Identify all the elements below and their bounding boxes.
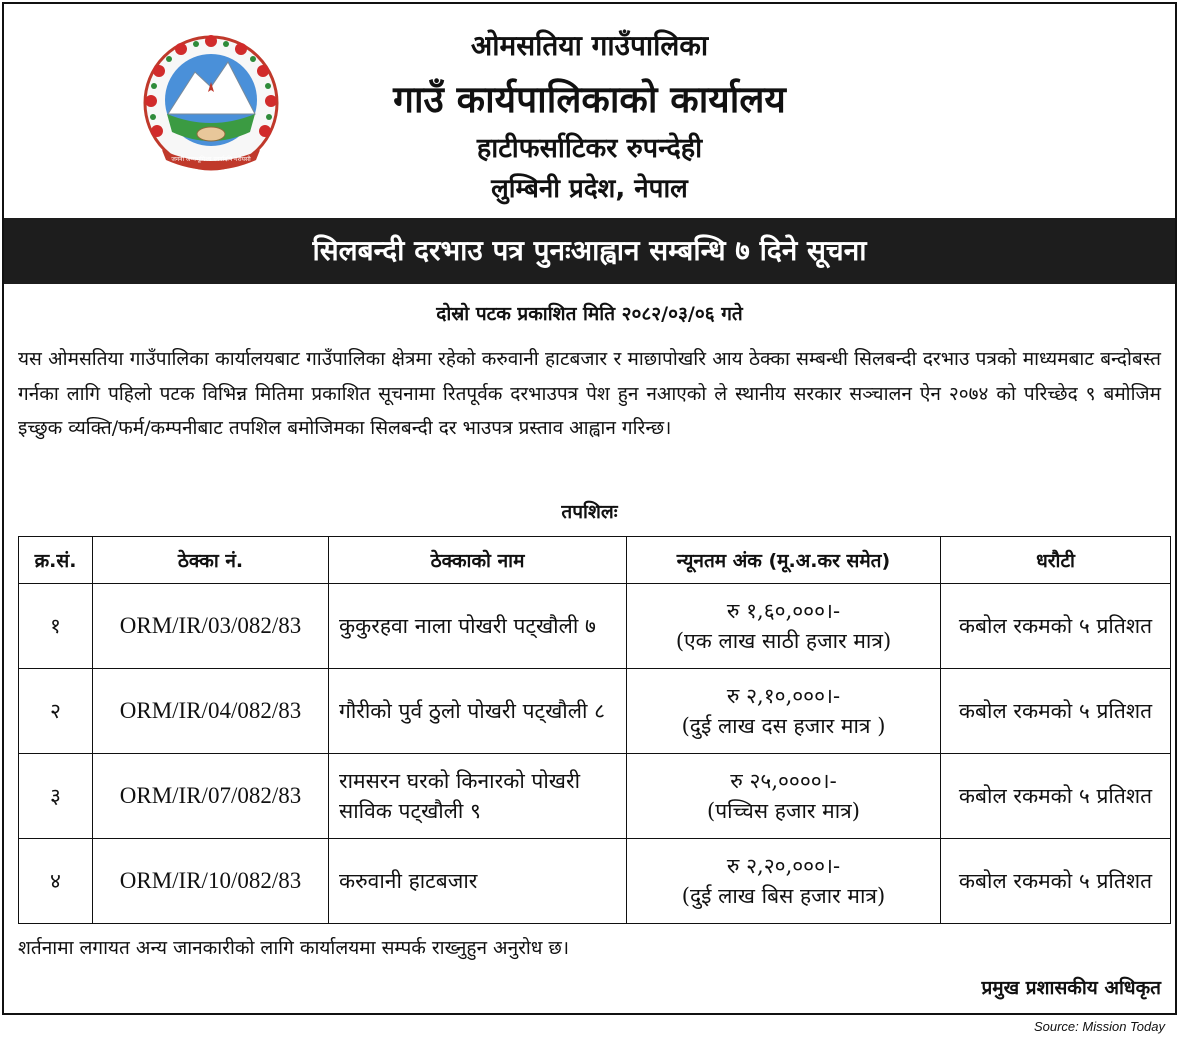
row-deposit: कबोल रकमको ५ प्रतिशत [941,584,1171,669]
amount-words: (दुई लाख दस हजार मात्र ) [681,714,886,738]
office-name: गाउँ कार्यपालिकाको कार्यालय [393,78,786,121]
emblem-motto: जननी जन्मभूमिश्च स्वर्गादपि गरीयसी [171,156,251,163]
amount-figure: रु २५,००००।- [730,769,837,793]
schedule-label: तपशिलः [561,501,618,523]
row-deposit: कबोल रकमको ५ प्रतिशत [941,669,1171,754]
contracts-table [18,536,1171,924]
row-contract-code: ORM/IR/10/082/83 [93,839,329,924]
row-contract-name: रामसरन घरको किनारको पोखरी साविक पट्खौली ९ [329,754,627,839]
province-name: लुम्बिनी प्रदेश, नेपाल [491,174,688,204]
publication-date: दोस्रो पटक प्रकाशित मिति २०८२/०३/०६ गते [436,303,743,325]
row-sn: ४ [19,839,93,924]
table-header-row [19,537,1171,584]
contact-note: शर्तनामा लगायत अन्य जानकारीको लागि कार्यालयमा सम्पर्क राख्नुहुन अनुरोध छ। [18,937,570,959]
row-contract-code: ORM/IR/04/082/83 [93,669,329,754]
notice-body: यस ओमसतिया गाउँपालिका कार्यालयबाट गाउँपालिका क्षेत्रमा रहेको करुवानी हाटबजार र माछापोखरि आय ठेक्का सम्बन्धी सिलबन्दी दरभाउ पत्रको माध्यमबाट बन्दोबस्त गर्नका लागि पहिलो पटक विभिन्न मितिमा प्रकाशित सूचनामा रितपूर्वक दरभाउपत्र पेश हुन नआएको ले स्थानीय सरकार सञ्चालन ऐन २०७४ को परिच्छेद ९ बमोजिम इच्छुक व्यक्ति/फर्म/कम्पनीबाट तपशिल बमोजिमका सिलबन्दी दर भाउपत्र प्रस्ताव आह्वान गरिन्छ। [18,348,1161,439]
nepal-emblem-icon [140,32,282,174]
table-row [19,754,1171,839]
row-contract-code: ORM/IR/03/082/83 [93,584,329,669]
source-credit: Source: Mission Today [1033,1019,1165,1034]
notice-document [2,2,1177,1015]
amount-words: (पच्चिस हजार मात्र) [707,799,860,823]
row-min-amount [627,669,941,754]
row-sn: २ [19,669,93,754]
row-min-amount [627,754,941,839]
row-min-amount [627,584,941,669]
table-row [19,584,1171,669]
municipality-name: ओमसतिया गाउँपालिका [470,29,709,62]
signatory-title: प्रमुख प्रशासकीय अधिकृत [981,977,1161,999]
table-row [19,669,1171,754]
row-deposit: कबोल रकमको ५ प्रतिशत [941,754,1171,839]
amount-figure: रु २,२०,०००।- [726,854,841,878]
header-deposit: धरौटी [941,537,1171,584]
amount-words: (एक लाख साठी हजार मात्र) [675,629,892,653]
amount-words: (दुई लाख बिस हजार मात्र) [681,884,886,908]
header-contract-name: ठेक्काको नाम [329,537,627,584]
table-row [19,839,1171,924]
row-contract-code: ORM/IR/07/082/83 [93,754,329,839]
row-sn: ३ [19,754,93,839]
header-min-amount: न्यूनतम अंक (मू.अ.कर समेत) [627,537,941,584]
row-contract-name: कुकुरहवा नाला पोखरी पट्खौली ७ [329,584,627,669]
notice-title: सिलबन्दी दरभाउ पत्र पुनःआह्वान सम्बन्धि ७ दिने सूचना [4,218,1175,284]
amount-figure: रु २,१०,०००।- [726,684,841,708]
amount-figure: रु १,६०,०००।- [726,599,841,623]
row-sn: १ [19,584,93,669]
row-contract-name: गौरीको पुर्व ठुलो पोखरी पट्खौली ८ [329,669,627,754]
office-location: हाटीफर्साटिकर रुपन्देही [476,133,703,164]
header-sn: क्र.सं. [19,537,93,584]
row-contract-name: करुवानी हाटबजार [329,839,627,924]
row-min-amount [627,839,941,924]
row-deposit: कबोल रकमको ५ प्रतिशत [941,839,1171,924]
header-contract-no: ठेक्का नं. [93,537,329,584]
